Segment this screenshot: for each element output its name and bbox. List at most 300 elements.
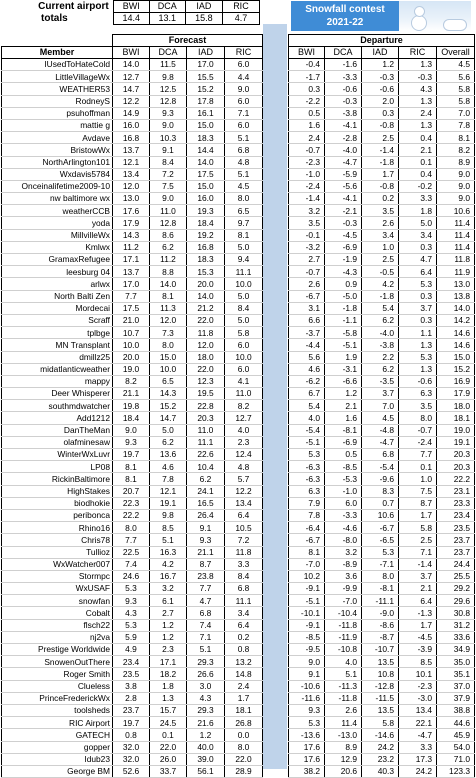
member-name-cell[interactable]: Add1212 [2, 412, 113, 424]
forecast-value-cell[interactable]: 3.8 [113, 680, 150, 692]
member-name-cell[interactable]: gopper [2, 741, 113, 753]
departure-value-cell[interactable]: 2.4 [399, 107, 437, 119]
forecast-value-cell[interactable]: 11.1 [187, 436, 225, 448]
forecast-value-cell[interactable]: 8.6 [150, 229, 187, 241]
forecast-value-cell[interactable]: 10.0 [225, 278, 263, 290]
departure-value-cell[interactable]: 1.0 [362, 241, 399, 253]
overall-departure-cell[interactable]: 5.6 [437, 71, 475, 83]
departure-value-cell[interactable]: 2.2 [362, 351, 399, 363]
forecast-value-cell[interactable]: 17.1 [150, 656, 187, 668]
forecast-value-cell[interactable]: 20.3 [187, 412, 225, 424]
overall-departure-cell[interactable]: 25.5 [437, 570, 475, 582]
member-name-cell[interactable]: flsch22 [2, 619, 113, 631]
total-iad[interactable]: 15.8 [185, 13, 222, 25]
overall-departure-cell[interactable]: 71.0 [437, 753, 475, 765]
departure-value-cell[interactable]: 1.3 [399, 59, 437, 71]
forecast-value-cell[interactable]: 7.7 [113, 534, 150, 546]
forecast-value-cell[interactable]: 10.0 [113, 339, 150, 351]
departure-value-cell[interactable]: -1.8 [362, 290, 399, 302]
member-name-cell[interactable]: Roger Smith [2, 668, 113, 680]
departure-value-cell[interactable]: 8.1 [289, 546, 325, 558]
departure-value-cell[interactable]: 6.3 [289, 485, 325, 497]
departure-value-cell[interactable]: 3.7 [399, 302, 437, 314]
departure-value-cell[interactable]: 0.3 [289, 83, 325, 95]
departure-value-cell[interactable]: -4.4 [289, 339, 325, 351]
member-name-cell[interactable]: nj2va [2, 631, 113, 643]
forecast-value-cell[interactable]: 3.4 [225, 607, 263, 619]
forecast-value-cell[interactable]: 9.3 [113, 595, 150, 607]
departure-value-cell[interactable]: 17.6 [289, 741, 325, 753]
forecast-value-cell[interactable]: 8.5 [150, 522, 187, 534]
departure-value-cell[interactable]: 2.1 [399, 144, 437, 156]
forecast-value-cell[interactable]: 20.0 [187, 278, 225, 290]
overall-departure-cell[interactable]: 8.1 [437, 132, 475, 144]
forecast-value-cell[interactable]: 7.5 [150, 180, 187, 192]
forecast-value-cell[interactable]: 29.3 [187, 704, 225, 716]
departure-value-cell[interactable]: 5.3 [399, 278, 437, 290]
member-name-cell[interactable]: MN Transplant [2, 339, 113, 351]
forecast-value-cell[interactable]: 9.3 [113, 436, 150, 448]
departure-value-cell[interactable]: -4.1 [325, 119, 362, 131]
departure-value-cell[interactable]: -0.8 [362, 180, 399, 192]
forecast-value-cell[interactable]: 17.5 [187, 168, 225, 180]
departure-value-cell[interactable]: 4.5 [362, 412, 399, 424]
member-name-cell[interactable]: midatlanticweather [2, 363, 113, 375]
forecast-value-cell[interactable]: 6.1 [150, 595, 187, 607]
forecast-value-cell[interactable]: 9.7 [225, 217, 263, 229]
forecast-value-cell[interactable]: 9.1 [150, 144, 187, 156]
departure-value-cell[interactable]: 1.3 [399, 363, 437, 375]
overall-departure-cell[interactable]: 30.8 [437, 607, 475, 619]
forecast-value-cell[interactable]: 6.0 [225, 59, 263, 71]
forecast-value-cell[interactable]: 6.2 [187, 473, 225, 485]
forecast-value-cell[interactable]: 13.7 [113, 266, 150, 278]
forecast-value-cell[interactable]: 11.2 [150, 254, 187, 266]
forecast-value-cell[interactable]: 4.1 [225, 375, 263, 387]
forecast-value-cell[interactable]: 12.0 [150, 314, 187, 326]
departure-value-cell[interactable]: 5.8 [362, 717, 399, 729]
forecast-value-cell[interactable]: 13.6 [150, 449, 187, 461]
departure-value-cell[interactable]: 13.4 [399, 704, 437, 716]
forecast-value-cell[interactable]: 14.7 [113, 83, 150, 95]
departure-value-cell[interactable]: 1.3 [399, 119, 437, 131]
forecast-value-cell[interactable]: 8.1 [150, 290, 187, 302]
departure-value-cell[interactable]: 0.3 [399, 241, 437, 253]
forecast-value-cell[interactable]: 17.6 [113, 205, 150, 217]
overall-departure-cell[interactable]: 15.2 [437, 363, 475, 375]
forecast-value-cell[interactable]: 18.0 [187, 351, 225, 363]
departure-value-cell[interactable]: 10.6 [362, 509, 399, 521]
departure-value-cell[interactable]: -0.6 [325, 83, 362, 95]
member-name-cell[interactable]: LP08 [2, 461, 113, 473]
departure-value-cell[interactable]: -5.1 [289, 595, 325, 607]
forecast-value-cell[interactable]: 8.4 [225, 570, 263, 582]
departure-value-cell[interactable]: -3.7 [289, 327, 325, 339]
forecast-value-cell[interactable]: 20.0 [113, 351, 150, 363]
forecast-value-cell[interactable]: 3.3 [225, 558, 263, 570]
forecast-value-cell[interactable]: 15.0 [150, 351, 187, 363]
departure-value-cell[interactable]: -3.1 [325, 363, 362, 375]
departure-value-cell[interactable]: 1.6 [325, 412, 362, 424]
forecast-value-cell[interactable]: 2.8 [113, 692, 150, 704]
forecast-value-cell[interactable]: 22.5 [113, 546, 150, 558]
forecast-value-cell[interactable]: 14.0 [113, 59, 150, 71]
forecast-value-cell[interactable]: 4.8 [225, 156, 263, 168]
member-name-cell[interactable]: arlwx [2, 278, 113, 290]
forecast-value-cell[interactable]: 24.1 [187, 485, 225, 497]
departure-value-cell[interactable]: 2.1 [399, 583, 437, 595]
total-ric[interactable]: 4.7 [222, 13, 259, 25]
forecast-value-cell[interactable]: 8.4 [150, 156, 187, 168]
forecast-value-cell[interactable]: 24.6 [113, 570, 150, 582]
forecast-value-cell[interactable]: 1.7 [225, 692, 263, 704]
departure-value-cell[interactable]: 6.4 [399, 266, 437, 278]
member-name-cell[interactable]: Wxdavis5784 [2, 168, 113, 180]
departure-value-cell[interactable]: -4.3 [325, 266, 362, 278]
forecast-value-cell[interactable]: 23.8 [187, 570, 225, 582]
member-name-cell[interactable]: DanTheMan [2, 424, 113, 436]
departure-value-cell[interactable]: 1.2 [362, 59, 399, 71]
departure-value-cell[interactable]: 2.1 [325, 400, 362, 412]
departure-value-cell[interactable]: 2.5 [362, 254, 399, 266]
forecast-value-cell[interactable]: 17.5 [113, 302, 150, 314]
member-name-cell[interactable]: Clueless [2, 680, 113, 692]
member-name-cell[interactable]: Chris78 [2, 534, 113, 546]
total-dca[interactable]: 13.1 [149, 13, 185, 25]
forecast-value-cell[interactable]: 22.0 [225, 753, 263, 765]
member-name-cell[interactable]: snowfan [2, 595, 113, 607]
forecast-value-cell[interactable]: 33.7 [150, 765, 187, 777]
overall-departure-cell[interactable]: 23.7 [437, 534, 475, 546]
forecast-value-cell[interactable]: 9.3 [150, 107, 187, 119]
departure-value-cell[interactable]: -14.6 [362, 729, 399, 741]
departure-value-cell[interactable]: 1.8 [399, 205, 437, 217]
departure-value-cell[interactable]: -6.3 [289, 461, 325, 473]
departure-value-cell[interactable]: 0.3 [362, 107, 399, 119]
forecast-value-cell[interactable]: 15.0 [187, 119, 225, 131]
overall-departure-cell[interactable]: 34.9 [437, 644, 475, 656]
departure-value-cell[interactable]: -12.8 [362, 680, 399, 692]
departure-value-cell[interactable]: 3.4 [362, 229, 399, 241]
member-name-cell[interactable]: WxUSAF [2, 583, 113, 595]
departure-value-cell[interactable]: -9.1 [289, 583, 325, 595]
departure-value-cell[interactable]: 1.1 [399, 327, 437, 339]
overall-departure-cell[interactable]: 31.2 [437, 619, 475, 631]
forecast-value-cell[interactable]: 9.0 [150, 193, 187, 205]
forecast-value-cell[interactable]: 56.1 [187, 765, 225, 777]
forecast-value-cell[interactable]: 21.0 [113, 314, 150, 326]
departure-value-cell[interactable]: -10.1 [289, 607, 325, 619]
departure-value-cell[interactable]: -5.4 [362, 461, 399, 473]
overall-departure-cell[interactable]: 20.3 [437, 461, 475, 473]
departure-value-cell[interactable]: -7.0 [289, 558, 325, 570]
member-name-cell[interactable]: olafminesaw [2, 436, 113, 448]
departure-value-cell[interactable]: 9.0 [289, 656, 325, 668]
forecast-value-cell[interactable]: 6.4 [225, 619, 263, 631]
forecast-value-cell[interactable]: 15.2 [150, 400, 187, 412]
departure-value-cell[interactable]: -2.3 [399, 680, 437, 692]
total-bwi[interactable]: 14.4 [113, 13, 149, 25]
departure-value-cell[interactable]: -1.0 [289, 168, 325, 180]
departure-value-cell[interactable]: -3.8 [325, 107, 362, 119]
departure-value-cell[interactable]: 13.5 [362, 656, 399, 668]
forecast-value-cell[interactable]: 12.8 [150, 217, 187, 229]
overall-departure-cell[interactable]: 33.6 [437, 631, 475, 643]
forecast-value-cell[interactable]: 14.7 [150, 412, 187, 424]
forecast-value-cell[interactable]: 16.7 [150, 570, 187, 582]
forecast-value-cell[interactable]: 12.3 [187, 375, 225, 387]
overall-departure-cell[interactable]: 35.1 [437, 668, 475, 680]
departure-value-cell[interactable]: 3.3 [399, 741, 437, 753]
departure-value-cell[interactable]: 11.4 [325, 717, 362, 729]
forecast-value-cell[interactable]: 12.0 [187, 339, 225, 351]
overall-departure-cell[interactable]: 19.1 [437, 436, 475, 448]
overall-departure-cell[interactable]: 9.0 [437, 168, 475, 180]
departure-value-cell[interactable]: -9.9 [325, 583, 362, 595]
forecast-value-cell[interactable]: 0.2 [225, 631, 263, 643]
member-name-cell[interactable]: Prestige Worldwide [2, 644, 113, 656]
member-name-cell[interactable]: toolsheds [2, 704, 113, 716]
forecast-value-cell[interactable]: 12.2 [113, 95, 150, 107]
departure-value-cell[interactable]: -1.8 [325, 302, 362, 314]
forecast-value-cell[interactable]: 21.1 [113, 388, 150, 400]
forecast-value-cell[interactable]: 17.1 [113, 254, 150, 266]
forecast-value-cell[interactable]: 7.7 [113, 290, 150, 302]
forecast-value-cell[interactable]: 6.8 [225, 583, 263, 595]
forecast-value-cell[interactable]: 11.1 [225, 266, 263, 278]
forecast-value-cell[interactable]: 11.3 [150, 302, 187, 314]
departure-value-cell[interactable]: -11.6 [289, 692, 325, 704]
departure-value-cell[interactable]: 2.5 [399, 534, 437, 546]
forecast-value-cell[interactable]: 7.8 [150, 473, 187, 485]
departure-value-cell[interactable]: 10.1 [399, 668, 437, 680]
departure-value-cell[interactable]: -0.3 [325, 217, 362, 229]
forecast-value-cell[interactable]: 14.3 [113, 229, 150, 241]
forecast-value-cell[interactable]: 4.4 [225, 71, 263, 83]
forecast-value-cell[interactable]: 8.1 [113, 461, 150, 473]
forecast-value-cell[interactable]: 5.1 [225, 168, 263, 180]
forecast-value-cell[interactable]: 2.3 [225, 436, 263, 448]
forecast-value-cell[interactable]: 6.2 [150, 436, 187, 448]
forecast-value-cell[interactable]: 5.0 [225, 314, 263, 326]
forecast-value-cell[interactable]: 19.1 [150, 497, 187, 509]
departure-value-cell[interactable]: 4.6 [289, 363, 325, 375]
departure-value-cell[interactable]: 3.7 [399, 570, 437, 582]
overall-departure-cell[interactable]: 8.2 [437, 144, 475, 156]
departure-value-cell[interactable]: 23.2 [362, 753, 399, 765]
forecast-value-cell[interactable]: 23.5 [113, 668, 150, 680]
member-name-cell[interactable]: Stormpc [2, 570, 113, 582]
departure-value-cell[interactable]: 2.4 [289, 132, 325, 144]
forecast-value-cell[interactable]: 15.0 [187, 180, 225, 192]
departure-value-cell[interactable]: 1.7 [362, 168, 399, 180]
forecast-value-cell[interactable]: 52.6 [113, 765, 150, 777]
departure-value-cell[interactable]: -13.6 [289, 729, 325, 741]
forecast-value-cell[interactable]: 5.0 [150, 424, 187, 436]
departure-value-cell[interactable]: 9.3 [289, 704, 325, 716]
forecast-value-cell[interactable]: 15.2 [187, 83, 225, 95]
member-name-cell[interactable]: GATECH [2, 729, 113, 741]
departure-value-cell[interactable]: 4.7 [399, 254, 437, 266]
departure-value-cell[interactable]: -2.2 [289, 95, 325, 107]
departure-value-cell[interactable]: -6.7 [289, 290, 325, 302]
forecast-value-cell[interactable]: 11.0 [187, 424, 225, 436]
member-name-cell[interactable]: WinterWxLuvr [2, 449, 113, 461]
forecast-value-cell[interactable]: 5.0 [225, 241, 263, 253]
departure-value-cell[interactable]: -6.7 [362, 522, 399, 534]
departure-value-cell[interactable]: 6.0 [325, 497, 362, 509]
departure-value-cell[interactable]: -0.1 [289, 229, 325, 241]
departure-value-cell[interactable]: -13.0 [325, 729, 362, 741]
member-name-cell[interactable]: nw baltimore wx [2, 193, 113, 205]
forecast-value-cell[interactable]: 14.3 [150, 388, 187, 400]
departure-value-cell[interactable]: 2.6 [289, 278, 325, 290]
forecast-value-cell[interactable]: 0.0 [225, 729, 263, 741]
forecast-value-cell[interactable]: 10.0 [225, 351, 263, 363]
overall-departure-cell[interactable]: 45.9 [437, 729, 475, 741]
departure-value-cell[interactable]: 5.3 [362, 546, 399, 558]
departure-value-cell[interactable]: 6.4 [399, 595, 437, 607]
member-name-cell[interactable]: WxWatcher007 [2, 558, 113, 570]
forecast-value-cell[interactable]: 12.2 [225, 485, 263, 497]
overall-departure-cell[interactable]: 37.9 [437, 692, 475, 704]
departure-value-cell[interactable]: 3.5 [289, 217, 325, 229]
forecast-value-cell[interactable]: 10.5 [225, 522, 263, 534]
departure-value-cell[interactable]: 1.6 [289, 119, 325, 131]
forecast-value-cell[interactable]: 5.3 [113, 619, 150, 631]
departure-value-cell[interactable]: -4.5 [325, 229, 362, 241]
overall-departure-cell[interactable]: 15.0 [437, 351, 475, 363]
departure-value-cell[interactable]: -7.0 [325, 595, 362, 607]
forecast-value-cell[interactable]: 18.3 [187, 254, 225, 266]
forecast-value-cell[interactable]: 15.5 [187, 71, 225, 83]
overall-departure-cell[interactable]: 29.2 [437, 583, 475, 595]
member-name-cell[interactable]: GramaxRefugee [2, 254, 113, 266]
forecast-value-cell[interactable]: 6.0 [225, 363, 263, 375]
departure-value-cell[interactable]: -1.3 [399, 607, 437, 619]
forecast-value-cell[interactable]: 9.4 [225, 254, 263, 266]
overall-departure-cell[interactable]: 19.0 [437, 424, 475, 436]
departure-value-cell[interactable]: 8.0 [399, 412, 437, 424]
departure-value-cell[interactable]: -11.9 [325, 631, 362, 643]
forecast-value-cell[interactable]: 9.0 [150, 119, 187, 131]
forecast-value-cell[interactable]: 10.0 [150, 363, 187, 375]
departure-value-cell[interactable]: 20.6 [325, 765, 362, 777]
forecast-value-cell[interactable]: 5.7 [225, 473, 263, 485]
forecast-value-cell[interactable]: 11.8 [187, 327, 225, 339]
departure-value-cell[interactable]: 0.5 [325, 449, 362, 461]
departure-value-cell[interactable]: -6.2 [289, 375, 325, 387]
departure-value-cell[interactable]: -4.6 [325, 522, 362, 534]
overall-departure-cell[interactable]: 10.6 [437, 205, 475, 217]
departure-value-cell[interactable]: -11.3 [325, 680, 362, 692]
forecast-value-cell[interactable]: 17.0 [187, 59, 225, 71]
departure-value-cell[interactable]: 3.1 [289, 302, 325, 314]
departure-value-cell[interactable]: 5.3 [289, 449, 325, 461]
departure-value-cell[interactable]: -0.3 [325, 95, 362, 107]
overall-departure-cell[interactable]: 18.0 [437, 400, 475, 412]
forecast-value-cell[interactable]: 5.0 [225, 290, 263, 302]
forecast-value-cell[interactable]: 14.0 [150, 278, 187, 290]
forecast-value-cell[interactable]: 11.5 [150, 59, 187, 71]
departure-value-cell[interactable]: -8.6 [362, 619, 399, 631]
forecast-value-cell[interactable]: 11.0 [150, 205, 187, 217]
overall-departure-cell[interactable]: 11.9 [437, 266, 475, 278]
departure-value-cell[interactable]: -4.7 [325, 156, 362, 168]
departure-value-cell[interactable]: 3.2 [289, 205, 325, 217]
overall-departure-cell[interactable]: 11.4 [437, 217, 475, 229]
forecast-value-cell[interactable]: 16.0 [113, 119, 150, 131]
forecast-value-cell[interactable]: 4.3 [187, 692, 225, 704]
forecast-value-cell[interactable]: 4.5 [225, 180, 263, 192]
forecast-value-cell[interactable]: 4.0 [225, 424, 263, 436]
departure-value-cell[interactable]: 0.3 [399, 290, 437, 302]
departure-value-cell[interactable]: -3.3 [325, 71, 362, 83]
forecast-value-cell[interactable]: 19.7 [113, 449, 150, 461]
overall-departure-cell[interactable]: 123.3 [437, 765, 475, 777]
overall-departure-cell[interactable]: 23.5 [437, 522, 475, 534]
forecast-value-cell[interactable]: 16.0 [187, 193, 225, 205]
departure-value-cell[interactable]: -4.5 [399, 631, 437, 643]
forecast-value-cell[interactable]: 2.7 [150, 607, 187, 619]
forecast-value-cell[interactable]: 6.5 [150, 375, 187, 387]
forecast-value-cell[interactable]: 20.7 [113, 485, 150, 497]
departure-value-cell[interactable]: 8.7 [399, 497, 437, 509]
overall-departure-cell[interactable]: 38.8 [437, 704, 475, 716]
departure-value-cell[interactable]: -9.0 [362, 607, 399, 619]
member-name-cell[interactable]: periboncа [2, 509, 113, 521]
departure-value-cell[interactable]: -5.6 [325, 180, 362, 192]
departure-value-cell[interactable]: -5.3 [325, 473, 362, 485]
forecast-value-cell[interactable]: 14.8 [225, 668, 263, 680]
overall-departure-cell[interactable]: 7.0 [437, 107, 475, 119]
departure-value-cell[interactable]: 2.6 [325, 704, 362, 716]
member-name-cell[interactable]: Deer Whisperer [2, 388, 113, 400]
departure-value-cell[interactable]: -0.5 [362, 266, 399, 278]
departure-value-cell[interactable]: -3.9 [399, 644, 437, 656]
departure-value-cell[interactable]: 6.2 [362, 314, 399, 326]
departure-value-cell[interactable]: -0.2 [399, 180, 437, 192]
departure-value-cell[interactable]: 10.8 [362, 668, 399, 680]
member-name-cell[interactable]: Rhino16 [2, 522, 113, 534]
departure-value-cell[interactable]: -2.8 [325, 132, 362, 144]
forecast-value-cell[interactable]: 9.0 [113, 424, 150, 436]
forecast-value-cell[interactable]: 14.0 [187, 290, 225, 302]
departure-value-cell[interactable]: 0.7 [362, 497, 399, 509]
forecast-value-cell[interactable]: 5.9 [113, 631, 150, 643]
departure-value-cell[interactable]: -4.0 [362, 327, 399, 339]
departure-value-cell[interactable]: 3.2 [325, 546, 362, 558]
forecast-value-cell[interactable]: 16.3 [150, 546, 187, 558]
departure-value-cell[interactable]: -0.4 [289, 59, 325, 71]
overall-departure-cell[interactable]: 16.9 [437, 375, 475, 387]
forecast-value-cell[interactable]: 16.1 [187, 107, 225, 119]
forecast-value-cell[interactable]: 17.9 [113, 217, 150, 229]
forecast-value-cell[interactable]: 12.7 [225, 412, 263, 424]
departure-value-cell[interactable]: 4.0 [289, 412, 325, 424]
forecast-value-cell[interactable]: 7.1 [187, 631, 225, 643]
departure-value-cell[interactable]: 0.5 [289, 107, 325, 119]
forecast-value-cell[interactable]: 13.7 [113, 144, 150, 156]
forecast-value-cell[interactable]: 22.3 [113, 497, 150, 509]
departure-value-cell[interactable]: -11.5 [362, 692, 399, 704]
departure-value-cell[interactable]: 10.2 [289, 570, 325, 582]
forecast-value-cell[interactable]: 8.0 [150, 339, 187, 351]
departure-value-cell[interactable]: 5.8 [399, 522, 437, 534]
forecast-value-cell[interactable]: 40.0 [187, 741, 225, 753]
forecast-value-cell[interactable]: 26.8 [225, 717, 263, 729]
forecast-value-cell[interactable]: 4.6 [150, 461, 187, 473]
